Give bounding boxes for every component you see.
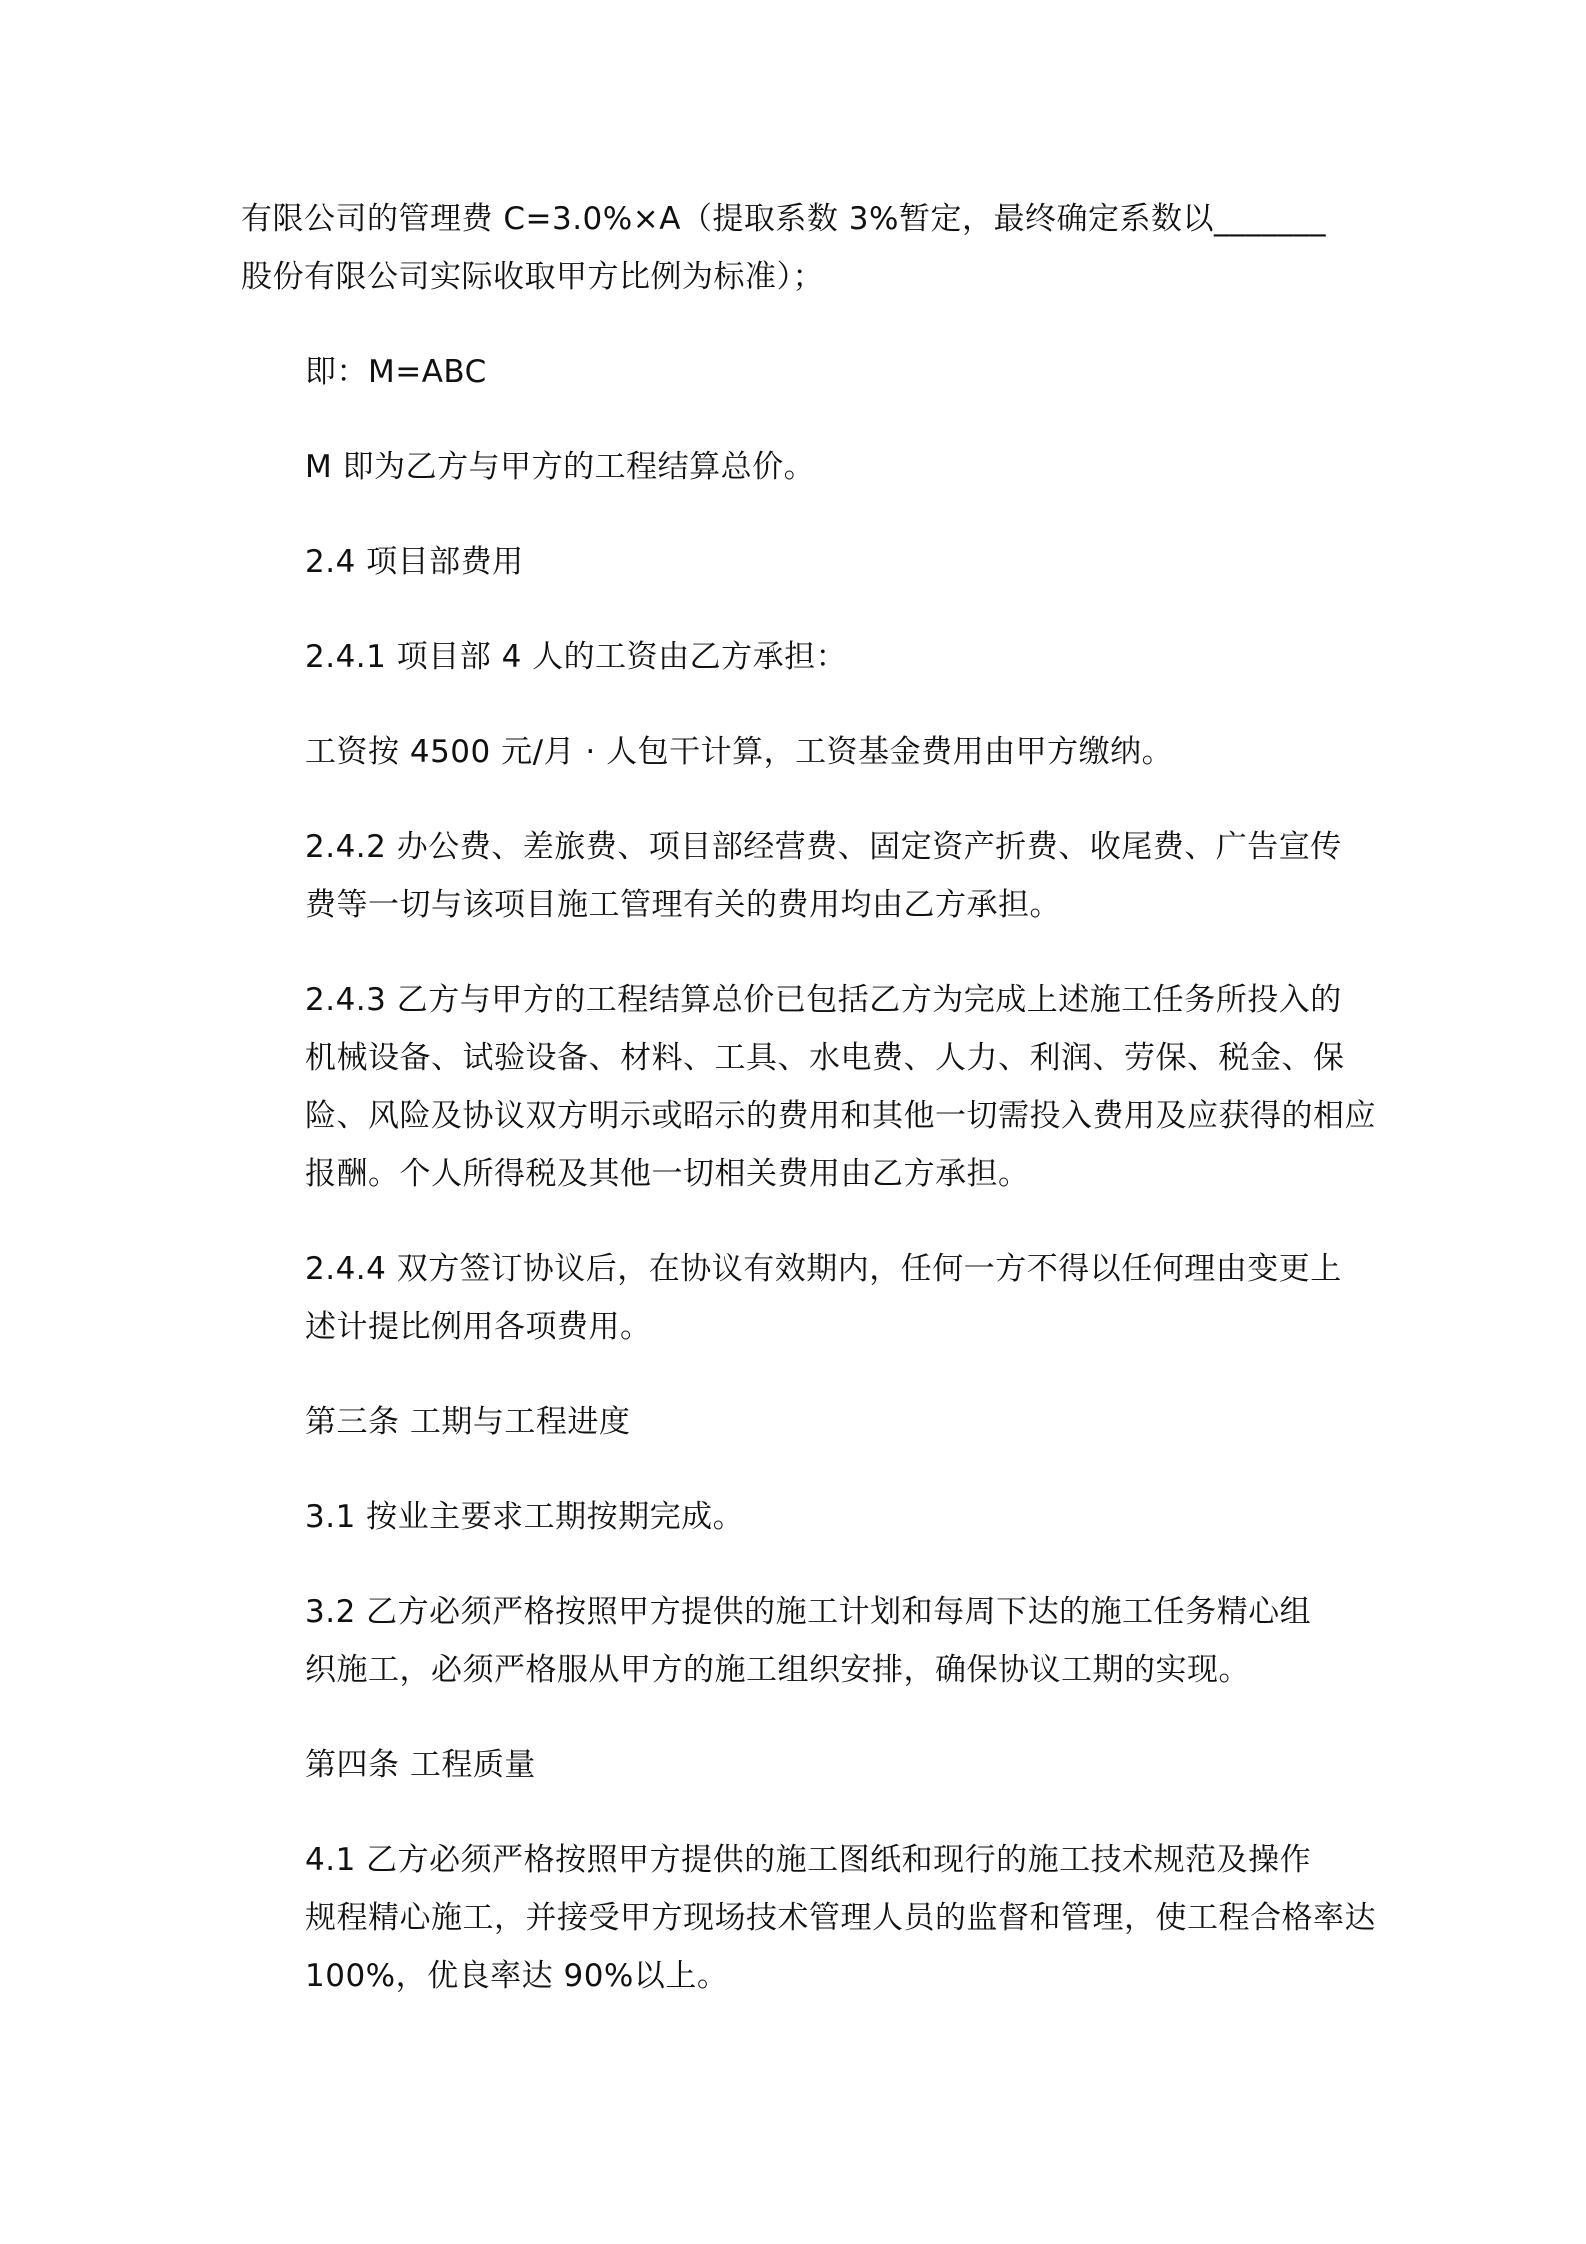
text-line: M 即为乙方与甲方的工程结算总价。 [305,449,816,485]
paragraph-total-price [241,438,1356,496]
article-heading-4 [241,1736,1356,1794]
clause-2-4-2 [241,818,1356,934]
text-line: 险、风险及协议双方明示或昭示的费用和其他一切需投入费用及应获得的相应 [305,1098,1376,1134]
document-body [241,190,1376,2042]
section-heading-2-4 [241,533,1356,591]
text-line: 3.2 乙方必须严格按照甲方提供的施工计划和每周下达的施工任务精心组 [305,1594,1312,1630]
text-line: 100%，优良率达 90%以上。 [305,1958,729,1994]
text-line: 2.4.2 办公费、差旅费、项目部经营费、固定资产折费、收尾费、广告宣传 [305,829,1342,865]
paragraph-formula [241,343,1356,401]
text-line: 有限公司的管理费 C=3.0%×A（提取系数 3%暂定，最终确定系数以_______ [241,201,1326,237]
text-line: 2.4.3 乙方与甲方的工程结算总价已包括乙方为完成上述施工任务所投入的 [305,982,1342,1018]
clause-4-1 [241,1831,1376,2005]
text-line: 费等一切与该项目施工管理有关的费用均由乙方承担。 [305,887,1061,923]
text-line: 2.4 项目部费用 [305,544,524,580]
paragraph-wage [241,723,1356,781]
clause-3-2 [241,1583,1356,1699]
text-line: 2.4.1 项目部 4 人的工资由乙方承担： [305,639,848,675]
text-line: 织施工，必须严格服从甲方的施工组织安排，确保协议工期的实现。 [305,1652,1250,1688]
clause-2-4-1 [241,628,1356,686]
text-line: 述计提比例用各项费用。 [305,1309,652,1345]
text-line: 2.4.4 双方签订协议后，在协议有效期内，任何一方不得以任何理由变更上 [305,1251,1342,1287]
text-line: 3.1 按业主要求工期按期完成。 [305,1499,745,1535]
clause-3-1 [241,1488,1356,1546]
article-heading-3 [241,1393,1356,1451]
text-line: 4.1 乙方必须严格按照甲方提供的施工图纸和现行的施工技术规范及操作 [305,1842,1312,1878]
text-line: 报酬。个人所得税及其他一切相关费用由乙方承担。 [305,1156,1030,1192]
text-line: 工资按 4500 元/月 · 人包干计算，工资基金费用由甲方缴纳。 [305,734,1174,770]
paragraph-management-fee [241,190,1356,306]
text-line: 第四条 工程质量 [305,1747,536,1783]
text-line: 即：M=ABC [305,354,487,390]
text-line: 第三条 工期与工程进度 [305,1404,631,1440]
text-line: 机械设备、试验设备、材料、工具、水电费、人力、利润、劳保、税金、保 [305,1040,1345,1076]
clause-2-4-3 [241,971,1376,1203]
text-line: 规程精心施工，并接受甲方现场技术管理人员的监督和管理，使工程合格率达 [305,1900,1376,1936]
clause-2-4-4 [241,1240,1356,1356]
text-line: 股份有限公司实际收取甲方比例为标准）； [241,259,824,295]
